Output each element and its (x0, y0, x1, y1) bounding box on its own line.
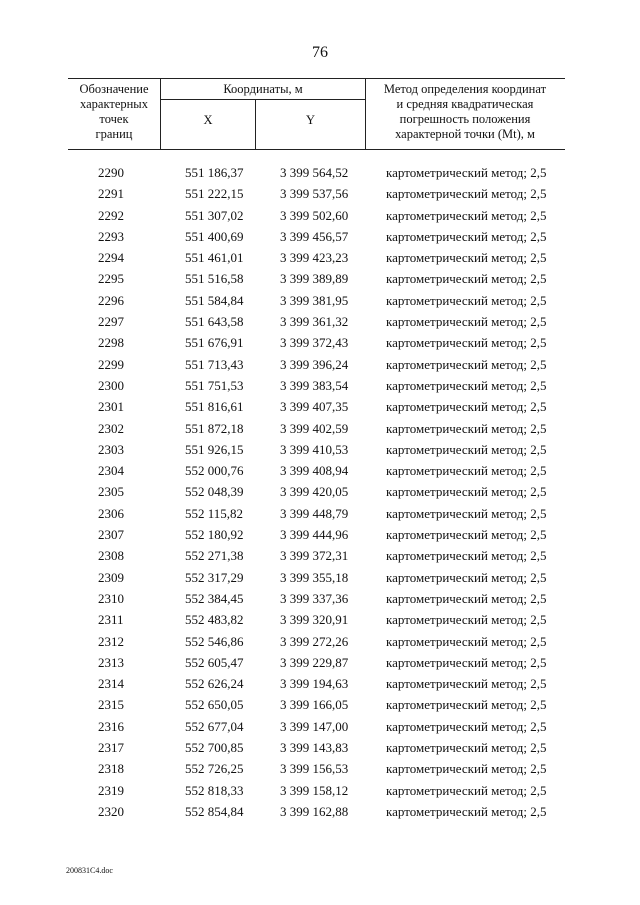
coordinate-x: 551 676,91 (185, 335, 244, 351)
coordinate-y: 3 399 158,12 (280, 782, 349, 798)
coordinate-x: 551 872,18 (185, 420, 244, 436)
point-number: 2318 (98, 761, 124, 777)
coordinate-x: 552 483,82 (185, 612, 244, 628)
header-point (68, 82, 160, 142)
header-method-line: Метод определения координат (383, 82, 547, 96)
method: картометрический метод; 2,5 (386, 484, 547, 500)
method: картометрический метод; 2,5 (386, 271, 547, 287)
table-row (68, 226, 565, 247)
method: картометрический метод; 2,5 (386, 676, 547, 692)
table-row (68, 588, 565, 609)
coordinate-x: 551 461,01 (185, 250, 244, 266)
method: картометрический метод; 2,5 (386, 207, 547, 223)
table-row (68, 396, 565, 417)
method: картометрический метод; 2,5 (386, 590, 547, 606)
coordinate-x: 552 546,86 (185, 633, 244, 649)
coordinate-x: 552 317,29 (185, 569, 244, 585)
coordinate-x: 551 713,43 (185, 356, 244, 372)
coordinate-y: 3 399 143,83 (280, 740, 349, 756)
table-row (68, 460, 565, 481)
table-row (68, 652, 565, 673)
method: картометрический метод; 2,5 (386, 356, 547, 372)
table-row (68, 694, 565, 715)
header-method-line: и средняя квадратическая (396, 97, 534, 111)
point-number: 2297 (98, 314, 124, 330)
header-point-line: границ (95, 127, 133, 141)
point-number: 2320 (98, 803, 124, 819)
point-number: 2300 (98, 377, 124, 393)
coordinate-y: 3 399 166,05 (280, 697, 349, 713)
point-number: 2312 (98, 633, 124, 649)
coordinate-x: 552 650,05 (185, 697, 244, 713)
method: картометрический метод; 2,5 (386, 654, 547, 670)
point-number: 2304 (98, 463, 124, 479)
point-number: 2298 (98, 335, 124, 351)
coordinate-y: 3 399 272,26 (280, 633, 349, 649)
method: картометрический метод; 2,5 (386, 186, 547, 202)
header-coordinates (160, 79, 366, 149)
point-number: 2299 (98, 356, 124, 372)
coordinate-y: 3 399 162,88 (280, 803, 349, 819)
point-number: 2310 (98, 590, 124, 606)
table-row (68, 354, 565, 375)
coordinate-y: 3 399 156,53 (280, 761, 349, 777)
table-row (68, 524, 565, 545)
table-row (68, 311, 565, 332)
coordinate-x: 552 000,76 (185, 463, 244, 479)
coordinate-x: 551 400,69 (185, 228, 244, 244)
coordinate-y: 3 399 396,24 (280, 356, 349, 372)
method: картометрический метод; 2,5 (386, 740, 547, 756)
method: картометрический метод; 2,5 (386, 335, 547, 351)
header-point-line: характерных (80, 97, 148, 111)
coordinate-x: 552 677,04 (185, 718, 244, 734)
header-point-line: Обозначение (79, 82, 149, 96)
method: картометрический метод; 2,5 (386, 463, 547, 479)
method: картометрический метод; 2,5 (386, 803, 547, 819)
point-number: 2301 (98, 399, 124, 415)
point-number: 2319 (98, 782, 124, 798)
method: картометрический метод; 2,5 (386, 569, 547, 585)
coordinate-y: 3 399 402,59 (280, 420, 349, 436)
coordinate-y: 3 399 147,00 (280, 718, 349, 734)
coordinate-x: 552 605,47 (185, 654, 244, 670)
coordinate-x: 552 818,33 (185, 782, 244, 798)
table-row (68, 162, 565, 183)
method: картометрический метод; 2,5 (386, 782, 547, 798)
coordinate-y: 3 399 564,52 (280, 165, 349, 180)
coordinate-x: 551 751,53 (185, 377, 244, 393)
coordinate-x: 552 854,84 (185, 803, 244, 819)
coordinate-y: 3 399 194,63 (280, 676, 349, 692)
table-row (68, 375, 565, 396)
coordinate-y: 3 399 456,57 (280, 228, 349, 244)
point-number: 2314 (98, 676, 124, 692)
method: картометрический метод; 2,5 (386, 718, 547, 734)
method: картометрический метод; 2,5 (386, 165, 547, 180)
coordinate-x: 552 626,24 (185, 676, 244, 692)
point-number: 2302 (98, 420, 124, 436)
point-number: 2296 (98, 292, 124, 308)
point-number: 2309 (98, 569, 124, 585)
table-row (68, 290, 565, 311)
method: картометрический метод; 2,5 (386, 420, 547, 436)
point-number: 2294 (98, 250, 124, 266)
method: картометрический метод; 2,5 (386, 228, 547, 244)
table-row (68, 801, 565, 822)
point-number: 2306 (98, 505, 124, 521)
page-number: 76 (312, 44, 328, 61)
point-number: 2305 (98, 484, 124, 500)
coordinate-y: 3 399 423,23 (280, 250, 349, 266)
coordinate-y: 3 399 502,60 (280, 207, 349, 223)
table-row (68, 609, 565, 630)
point-number: 2315 (98, 697, 124, 713)
point-number: 2303 (98, 441, 124, 457)
method: картометрический метод; 2,5 (386, 697, 547, 713)
footer-filename: 200831C4.doc (66, 866, 113, 875)
coordinate-x: 551 222,15 (185, 186, 244, 202)
point-number: 2307 (98, 527, 124, 543)
point-number: 2311 (98, 612, 124, 628)
header-y: Y (305, 113, 316, 127)
coordinate-x: 552 180,92 (185, 527, 244, 543)
header-method-line: погрешность положения (399, 112, 531, 126)
coordinate-y: 3 399 361,32 (280, 314, 349, 330)
coordinate-y: 3 399 320,91 (280, 612, 349, 628)
method: картометрический метод; 2,5 (386, 761, 547, 777)
table-header (68, 78, 565, 150)
coordinate-y: 3 399 337,36 (280, 590, 349, 606)
coordinate-x: 551 816,61 (185, 399, 244, 415)
method: картометрический метод; 2,5 (386, 250, 547, 266)
method: картометрический метод; 2,5 (386, 441, 547, 457)
coordinate-y: 3 399 420,05 (280, 484, 349, 500)
header-x: X (203, 113, 213, 127)
table-row (68, 268, 565, 289)
point-number: 2290 (98, 165, 124, 180)
coordinate-x: 552 700,85 (185, 740, 244, 756)
coordinate-x: 551 516,58 (185, 271, 244, 287)
table-row (68, 332, 565, 353)
coordinate-x: 552 048,39 (185, 484, 244, 500)
coordinate-x: 552 726,25 (185, 761, 244, 777)
coordinate-x: 552 115,82 (185, 505, 244, 521)
point-number: 2293 (98, 228, 124, 244)
coordinate-y: 3 399 537,56 (280, 186, 349, 202)
point-number: 2317 (98, 740, 124, 756)
method: картометрический метод; 2,5 (386, 314, 547, 330)
header-method (365, 82, 565, 142)
coordinate-y: 3 399 372,31 (280, 548, 349, 564)
method: картометрический метод; 2,5 (386, 399, 547, 415)
coordinate-y: 3 399 444,96 (280, 527, 349, 543)
point-number: 2308 (98, 548, 124, 564)
table-row (68, 545, 565, 566)
header-point-line: точек (99, 112, 129, 126)
method: картометрический метод; 2,5 (386, 548, 547, 564)
coordinate-x: 551 926,15 (185, 441, 244, 457)
coordinate-y: 3 399 407,35 (280, 399, 349, 415)
coordinate-x: 551 584,84 (185, 292, 244, 308)
method: картометрический метод; 2,5 (386, 612, 547, 628)
coordinate-x: 552 384,45 (185, 590, 244, 606)
coordinate-y: 3 399 229,87 (280, 654, 349, 670)
method: картометрический метод; 2,5 (386, 633, 547, 649)
point-number: 2292 (98, 207, 124, 223)
table-row (68, 418, 565, 439)
point-number: 2295 (98, 271, 124, 287)
table-row (68, 567, 565, 588)
table-row (68, 205, 565, 226)
coordinate-x: 551 186,37 (185, 165, 244, 180)
table-row (68, 716, 565, 737)
point-number: 2313 (98, 654, 124, 670)
table-row (68, 631, 565, 652)
table-row (68, 673, 565, 694)
table-row (68, 439, 565, 460)
point-number: 2316 (98, 718, 124, 734)
header-coordinates-label: Координаты, м (223, 82, 303, 96)
table-body (68, 162, 565, 822)
coordinate-y: 3 399 410,53 (280, 441, 349, 457)
header-method-line: характерной точки (Mt), м (395, 127, 535, 141)
coordinate-y: 3 399 372,43 (280, 335, 349, 351)
coordinate-y: 3 399 408,94 (280, 463, 349, 479)
table-row (68, 481, 565, 502)
point-number: 2291 (98, 186, 124, 202)
coordinate-y: 3 399 383,54 (280, 377, 349, 393)
table-row (68, 758, 565, 779)
table-row (68, 247, 565, 268)
method: картометрический метод; 2,5 (386, 505, 547, 521)
table-row (68, 780, 565, 801)
table-row (68, 183, 565, 204)
coordinate-y: 3 399 355,18 (280, 569, 349, 585)
coordinate-x: 551 643,58 (185, 314, 244, 330)
method: картометрический метод; 2,5 (386, 377, 547, 393)
table-row (68, 737, 565, 758)
method: картометрический метод; 2,5 (386, 527, 547, 543)
header-divider (161, 99, 365, 100)
table-row (68, 503, 565, 524)
coordinate-y: 3 399 389,89 (280, 271, 349, 287)
method: картометрический метод; 2,5 (386, 292, 547, 308)
coordinate-y: 3 399 448,79 (280, 505, 349, 521)
coordinate-x: 552 271,38 (185, 548, 244, 564)
coordinate-y: 3 399 381,95 (280, 292, 349, 308)
coordinate-x: 551 307,02 (185, 207, 244, 223)
